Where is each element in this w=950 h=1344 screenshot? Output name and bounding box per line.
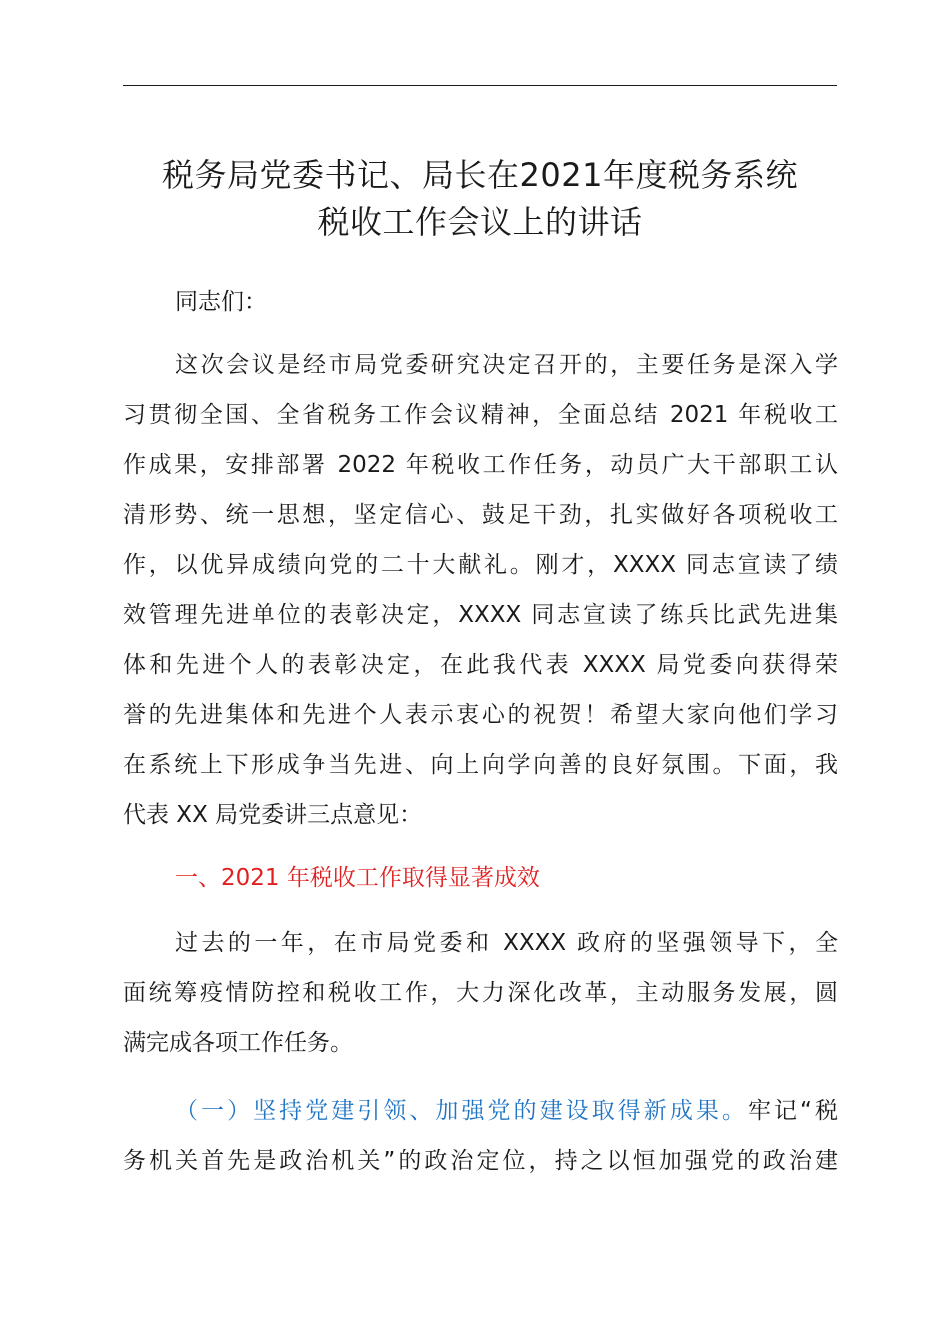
subsection-1 [123,1086,838,1186]
subsection-line-1 [123,1086,838,1136]
subsection-heading: （一）坚持党建引领、加强党的建设取得新成果。 [175,1098,748,1124]
section-heading-text: 一、2021 年税收工作取得显著成效 [175,865,540,891]
section-heading-1 [123,853,838,903]
paragraph-line: 誉的先进集体和先进个人表示衷心的祝贺！希望大家向他们学习 [123,702,838,728]
header-rule [123,85,837,86]
salutation [123,277,838,327]
paragraph-line: 作，以优异成绩向党的二十大献礼。刚才，XXXX 同志宣读了绩 [123,552,838,578]
document-title [110,152,850,246]
paragraph-opening [123,340,838,840]
title-line-1: 税务局党委书记、局长在2021年度税务系统 [162,156,798,194]
paragraph-line: 过去的一年，在市局党委和 XXXX 政府的坚强领导下，全 [175,930,838,956]
salutation-text: 同志们： [175,289,267,315]
paragraph-line: 满完成各项工作任务。 [123,1030,353,1056]
paragraph-line: 代表 XX 局党委讲三点意见： [123,802,423,828]
paragraph-line: 效管理先进单位的表彰决定，XXXX 同志宣读了练兵比武先进集 [123,602,838,628]
paragraph-line: 习贯彻全国、全省税务工作会议精神，全面总结 2021 年税收工 [123,402,838,428]
title-line-2: 税收工作会议上的讲话 [317,203,643,241]
subsection-line-2: 务机关首先是政治机关”的政治定位，持之以恒加强党的政治建 [123,1148,838,1174]
subsection-text: 牢记“税 [747,1098,838,1124]
paragraph-line: 这次会议是经市局党委研究决定召开的，主要任务是深入学 [175,352,838,378]
paragraph-line: 面统筹疫情防控和税收工作，大力深化改革，主动服务发展，圆 [123,980,838,1006]
paragraph-line: 在系统上下形成争当先进、向上向学向善的良好氛围。下面，我 [123,752,838,778]
paragraph-line: 作成果，安排部署 2022 年税收工作任务，动员广大干部职工认 [123,452,838,478]
paragraph-line: 体和先进个人的表彰决定，在此我代表 XXXX 局党委向获得荣 [123,652,838,678]
paragraph-line: 清形势、统一思想，坚定信心、鼓足干劲，扎实做好各项税收工 [123,502,838,528]
paragraph-review [123,918,838,1068]
